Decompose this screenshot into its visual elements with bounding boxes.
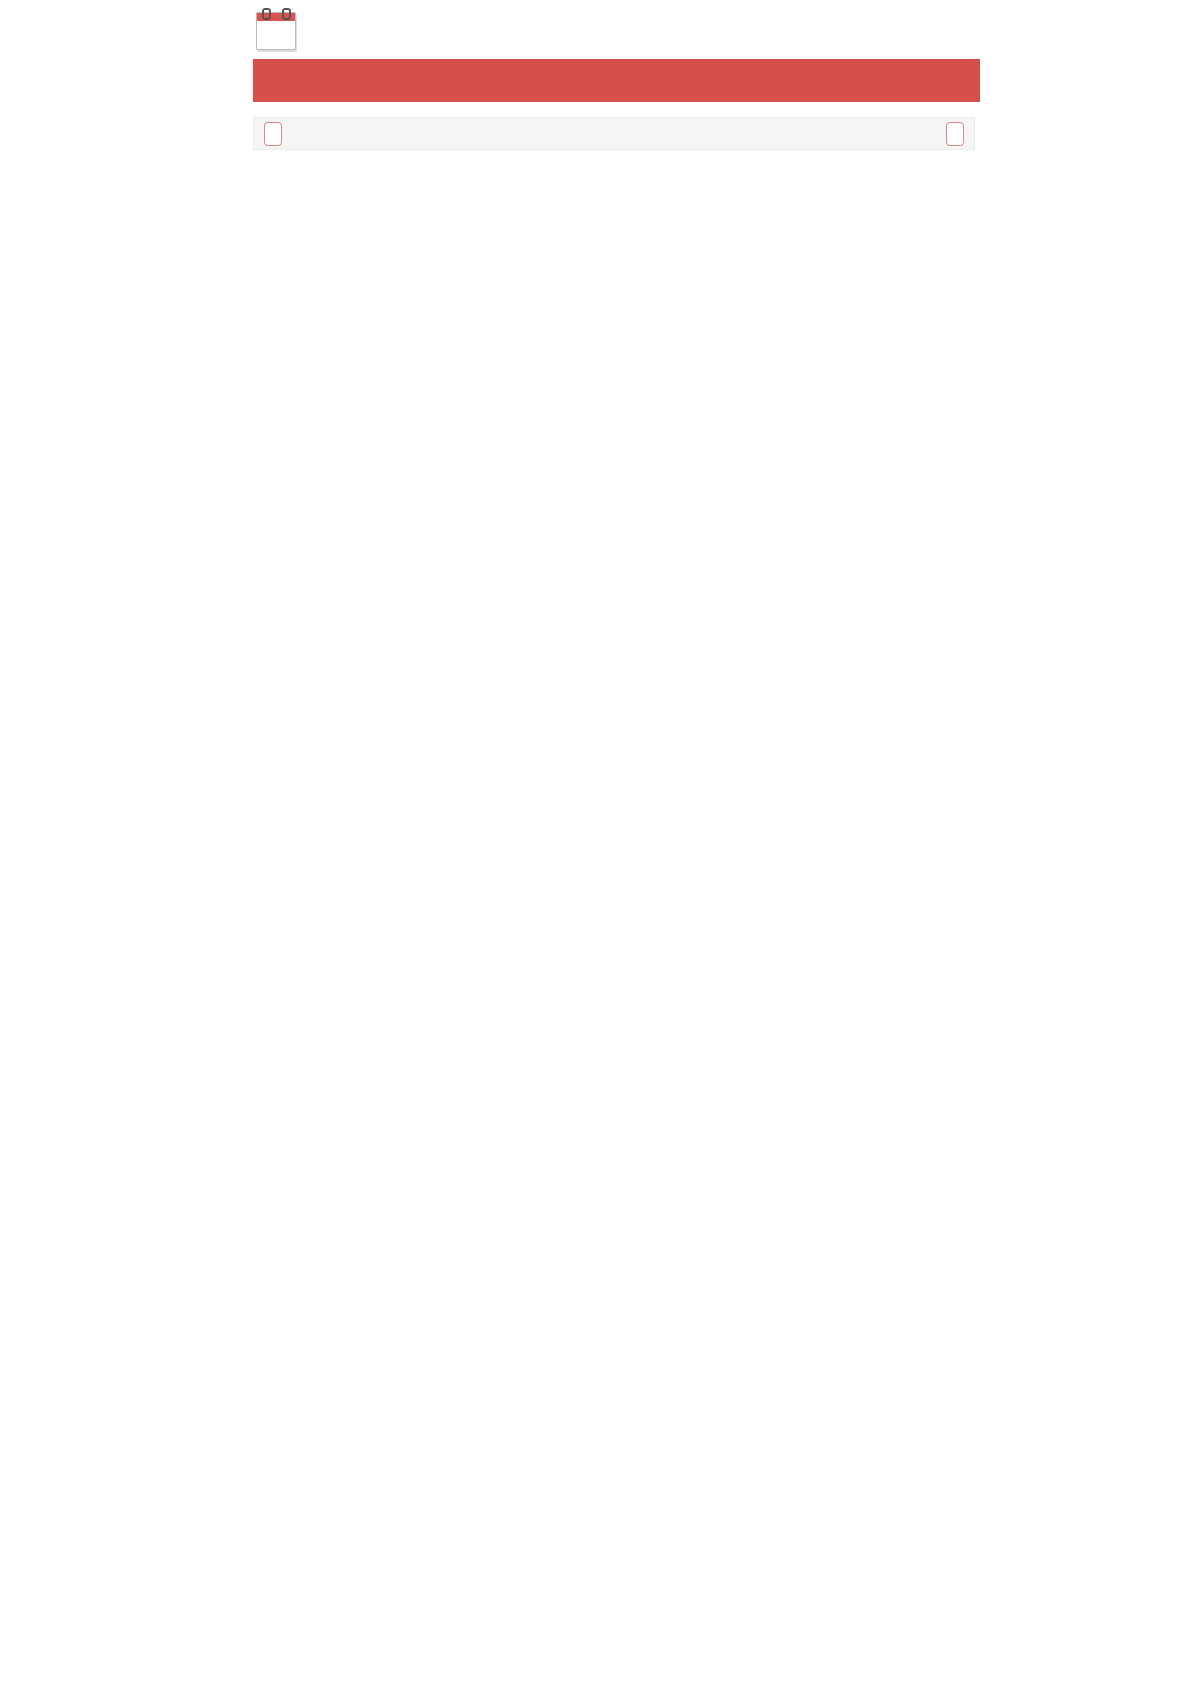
today-button[interactable] [946, 122, 964, 146]
main-nav [253, 59, 980, 102]
calendar-ring [282, 8, 291, 20]
calendar-ring [262, 8, 271, 20]
date-query-button[interactable] [264, 122, 282, 146]
toolbar [253, 117, 975, 150]
calendar-logo-icon[interactable] [256, 8, 296, 50]
